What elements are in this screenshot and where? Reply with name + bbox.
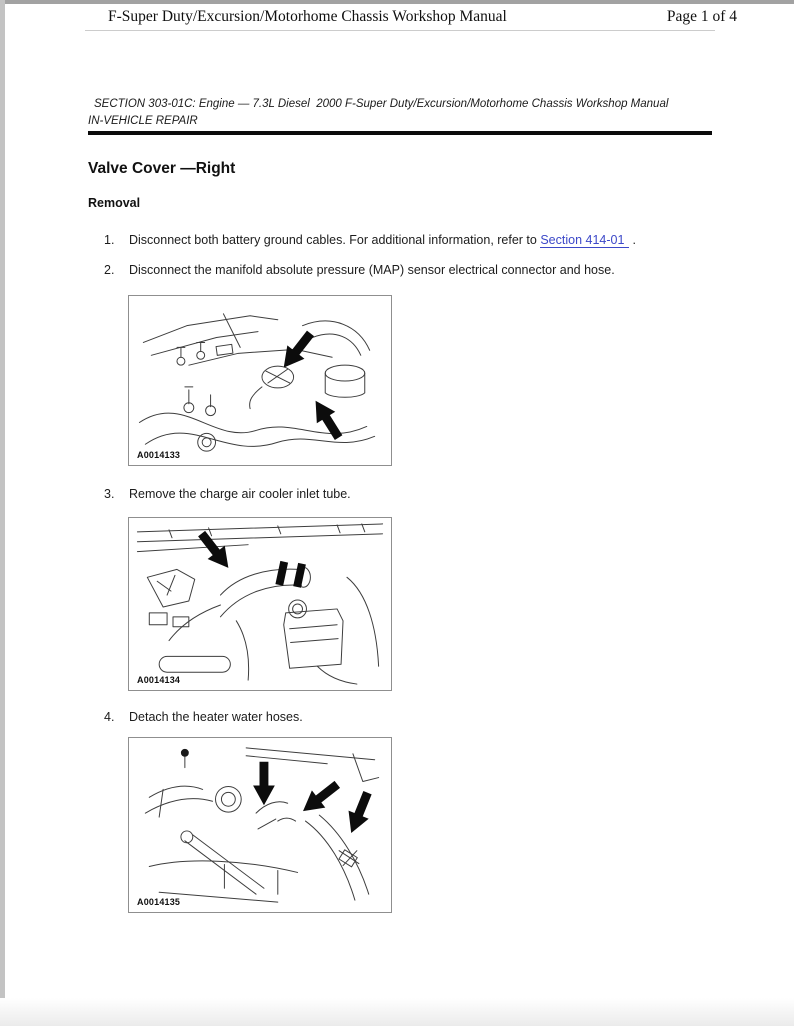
step-1: [104, 232, 690, 248]
step-1-text: [129, 232, 690, 248]
figure-caption: A0014135: [137, 897, 181, 907]
callout-arrow-icon: [253, 762, 275, 806]
page-edge-top: [0, 0, 794, 4]
figure-caption: A0014133: [137, 450, 181, 460]
page-title: Valve Cover —Right: [88, 160, 236, 177]
header-divider: [85, 30, 715, 31]
step-4-number: 4.: [104, 710, 115, 724]
step-4-text: Detach the heater water hoses.: [129, 710, 303, 724]
page-edge-left: [0, 0, 5, 1026]
step-1-suffix: .: [632, 233, 636, 247]
step-2-number: 2.: [104, 263, 115, 277]
figure-charge-air-cooler-tube: [128, 517, 392, 691]
figure-caption: A0014134: [137, 675, 181, 685]
page-edge-bottom: [0, 998, 794, 1026]
callout-arrow-icon: [193, 527, 237, 575]
section-heading-line2: IN-VEHICLE REPAIR: [88, 115, 198, 127]
manual-title: F-Super Duty/Excursion/Motorhome Chassis Workshop Manual: [108, 8, 507, 25]
running-header: [108, 8, 737, 26]
step-3-text: Remove the charge air cooler inlet tube.: [129, 487, 351, 501]
step-1-number: 1.: [104, 233, 115, 247]
step-4: [104, 709, 690, 725]
engine-illustration-map-sensor: [129, 296, 391, 465]
page-indicator: Page 1 of 4: [666, 8, 737, 25]
figure-map-sensor: [128, 295, 392, 466]
engine-illustration-inlet-tube: [129, 518, 391, 690]
section-heading-line1: SECTION 303-01C: Engine — 7.3L Diesel 2000 F-Super Duty/Excursion/Motorhome Chassis Workshop Manual: [94, 98, 669, 110]
engine-illustration-heater-hoses: [129, 738, 391, 912]
figure-heater-water-hoses: [128, 737, 392, 913]
section-banner: [88, 96, 712, 130]
step-3-number: 3.: [104, 487, 115, 501]
step-2: [104, 262, 690, 278]
section-rule: [88, 131, 712, 135]
step-2-text: Disconnect the manifold absolute pressure (MAP) sensor electrical connector and hose.: [129, 263, 615, 277]
step-1-text-before-link: Disconnect both battery ground cables. For additional information, refer to: [129, 233, 541, 247]
callout-arrow-icon: [296, 776, 344, 820]
removal-subtitle: Removal: [88, 196, 141, 210]
callout-arrow-icon: [306, 395, 347, 443]
step-3: [104, 486, 690, 502]
callout-arrow-icon: [341, 789, 377, 837]
section-414-01-link[interactable]: Section 414-01: [540, 233, 629, 248]
